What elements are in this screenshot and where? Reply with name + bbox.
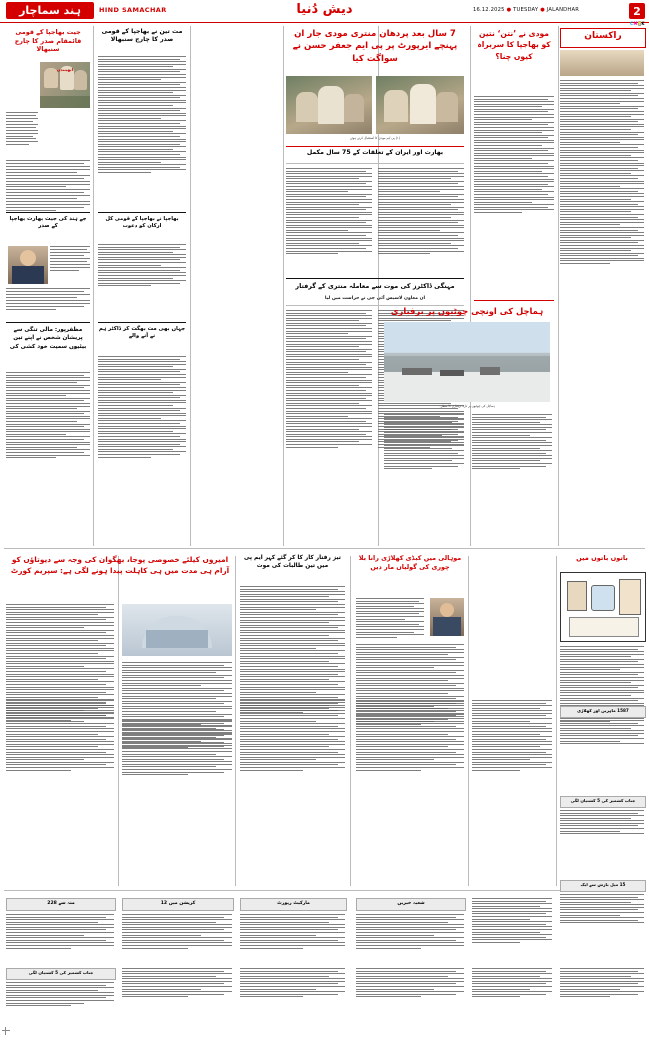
right-box-title-2-text: جناب کشمیر کی 5 کشتیاں لگی — [570, 798, 636, 803]
col2-mid-headline: بھاجپا نے بھاجپا کے قومی کل ارکان کو دعوت — [105, 216, 179, 230]
footer-box-1-title-text: منہ سے 228 — [47, 900, 75, 906]
col3-mid-subhead: ان معاون لاسیس آئی جی نے حراست میں لیا — [324, 296, 426, 301]
masthead-subtitle: HIND SAMACHAR — [99, 6, 167, 14]
col4-mid-body-a — [384, 414, 464, 471]
footer-box-3-title — [240, 898, 347, 911]
col1-low-headline: مظفرپور: مالی تنگی سے پریشان شخص نے اپنے تین بیٹیوں سمیت خود کشی کی — [9, 327, 87, 350]
crop-mark-bottom-left-v — [5, 1027, 6, 1035]
bottom-extra-5 — [472, 700, 552, 772]
footer-box-4-title — [356, 898, 466, 911]
right-box-title-1 — [560, 706, 646, 718]
col2-top-headline: مت تین نے بھاجپا کے قومی صدر کا چارج سنبھالا — [101, 28, 183, 44]
footer2-box-5-body — [472, 968, 552, 999]
col5-logo-text: راکستان — [584, 31, 622, 41]
footer2-box-1-text: جناب کشمیر کی 5 کشتیاں لگی — [28, 970, 94, 975]
col1-low-body — [6, 372, 90, 460]
footer-box-4-body — [356, 914, 464, 950]
masthead-dateline: 16.12.2025 ● TUESDAY ● JALANDHAR — [472, 7, 579, 13]
right-box-title-3-text: 15 میل بارش سے ایک — [580, 882, 626, 887]
cmyk-marks: CMYK — [630, 21, 645, 26]
footer-box-1-body — [6, 914, 114, 950]
col2-mid-body — [98, 244, 186, 288]
col1-mid-body — [50, 246, 90, 272]
col1-mid-headline: جے ہند کی جیت بھارت بھاجپا کے صدر — [9, 216, 87, 230]
footer-box-2-body — [122, 914, 232, 950]
footer2-box-1 — [6, 968, 116, 980]
col1-photo-caption: ابھینندن — [56, 67, 74, 72]
snowfall-photo-caption: ہماچل کی چوٹیوں پر تازہ برفباری کا منظر۔ — [439, 404, 495, 408]
col3-body-left — [286, 168, 372, 256]
footer2-box-4-body — [356, 968, 464, 999]
footer2-box-1-body — [6, 982, 114, 1008]
footer-box-2-title-text: کرپشن میں 12 — [160, 900, 196, 906]
col3-top-headline: 7 سال بعد پردھان منتری مودی جار ان پہنچے ایرپورٹ پر پی ایم جعفر حسن نے سواگت کیا — [292, 29, 458, 64]
col5-banner-photo — [560, 50, 644, 76]
crop-mark-bottom-left — [2, 1030, 10, 1031]
masthead-section-title: دیش دُنیا — [296, 2, 353, 17]
col3-photo-2 — [376, 76, 464, 134]
footer2-box-2-body — [122, 968, 232, 999]
footer2-box-6-body — [560, 968, 644, 999]
col2-low-body — [98, 356, 186, 459]
col4-mid-headline: ہماچل کی اونچی چوٹیوں پر برفباری — [390, 306, 544, 316]
right-box-title-1-text: 1587 ماہرین اور کھلاڑی — [577, 708, 629, 713]
masthead-day: TUESDAY — [513, 7, 539, 13]
bottom-extra-4 — [356, 700, 464, 772]
bottom-mid2-body-a — [356, 598, 424, 639]
col4-mid-body-b — [472, 414, 552, 471]
masthead-date: 16.12.2025 — [472, 7, 505, 13]
col4-top-body — [474, 96, 554, 215]
bottom-left-headline: امیروں کیلئے خصوصی پوجا، بھگوان کی وجہ سے دیوتاؤں کو آرام ہی مدت میں ہی کاہلت پیدا ہونے لگی ہے: سپریم کورٹ — [10, 555, 230, 576]
col3-mid-headline: مہنگی ڈاکٹرز کی موت سے معاملہ منتری کے گرفتار — [295, 282, 455, 290]
right-box-body-2 — [560, 810, 644, 836]
bottom-right-headline: باتوں باتوں میں — [576, 554, 628, 562]
col5-logo-box — [560, 28, 646, 48]
col3-sub-headline: بھارت اور ایران کے تعلقات کے 75 سال مکمل — [306, 149, 444, 156]
col1-portrait-photo — [8, 246, 48, 284]
right-box-title-2 — [560, 796, 646, 808]
right-box-body-3 — [560, 894, 644, 925]
footer2-box-3-body — [240, 968, 345, 999]
col5-body — [560, 80, 644, 266]
col3-mid-body-left — [286, 310, 372, 449]
kabaddi-player-photo — [430, 598, 464, 636]
footer-box-1-title — [6, 898, 116, 911]
col1-top-headline: جیت بھاجپا کے قومی قائمقام صدر کا چارج سنبھالا — [14, 28, 82, 54]
col1-body-b — [6, 160, 90, 213]
masthead-city: JALANDHAR — [546, 7, 579, 13]
col3-body-right — [378, 168, 464, 256]
bottom-mid2-headline: موہالی میں کبڈی کھلاڑی رانا بلا چوری کی گولیاں مار دیں — [358, 554, 462, 572]
col2-low-headline: جہاں بھی مت بھگت کر ڈاکٹر ہم نے آنے والے — [98, 326, 186, 340]
bottom-extra-1 — [6, 700, 114, 772]
cartoon-panel — [560, 572, 646, 642]
masthead — [0, 0, 649, 23]
col4-top-headline: مودی نے ’نتن‘ نتین کو بھاجپا کا سربراہ کیوں چنا؟ — [477, 29, 551, 61]
footer-box-3-title-text: مارکیٹ رپورٹ — [277, 900, 310, 906]
col1-body-a — [6, 112, 38, 147]
footer-box-2-title — [122, 898, 234, 911]
footer-box-3-body — [240, 914, 345, 950]
snowfall-photo — [384, 322, 550, 402]
page-number-badge: 2 — [629, 3, 645, 19]
right-box-title-3 — [560, 880, 646, 892]
right-box-body-1 — [560, 720, 644, 746]
col3-photo-caption: (۱) پی ایم مودی کا استقبال کرتے ہوئے — [350, 136, 400, 140]
footer-col5-body — [472, 898, 552, 944]
bottom-extra-3 — [240, 700, 345, 772]
footer-box-4-title-text: شعبہ خبریں — [397, 900, 425, 906]
bottom-mid1-headline: تیز رفتار کار کا کر گئے کہر ایم پی میں تین طالبات کی موت — [244, 555, 341, 570]
bottom-mid1-body — [240, 586, 345, 715]
supreme-court-photo — [122, 604, 232, 656]
masthead-logo: ہند سماچار — [6, 2, 94, 19]
col3-photo-1 — [286, 76, 372, 134]
bottom-extra-2 — [122, 720, 232, 777]
col2-top-body — [98, 56, 186, 175]
col1-mid-body2 — [6, 288, 90, 312]
